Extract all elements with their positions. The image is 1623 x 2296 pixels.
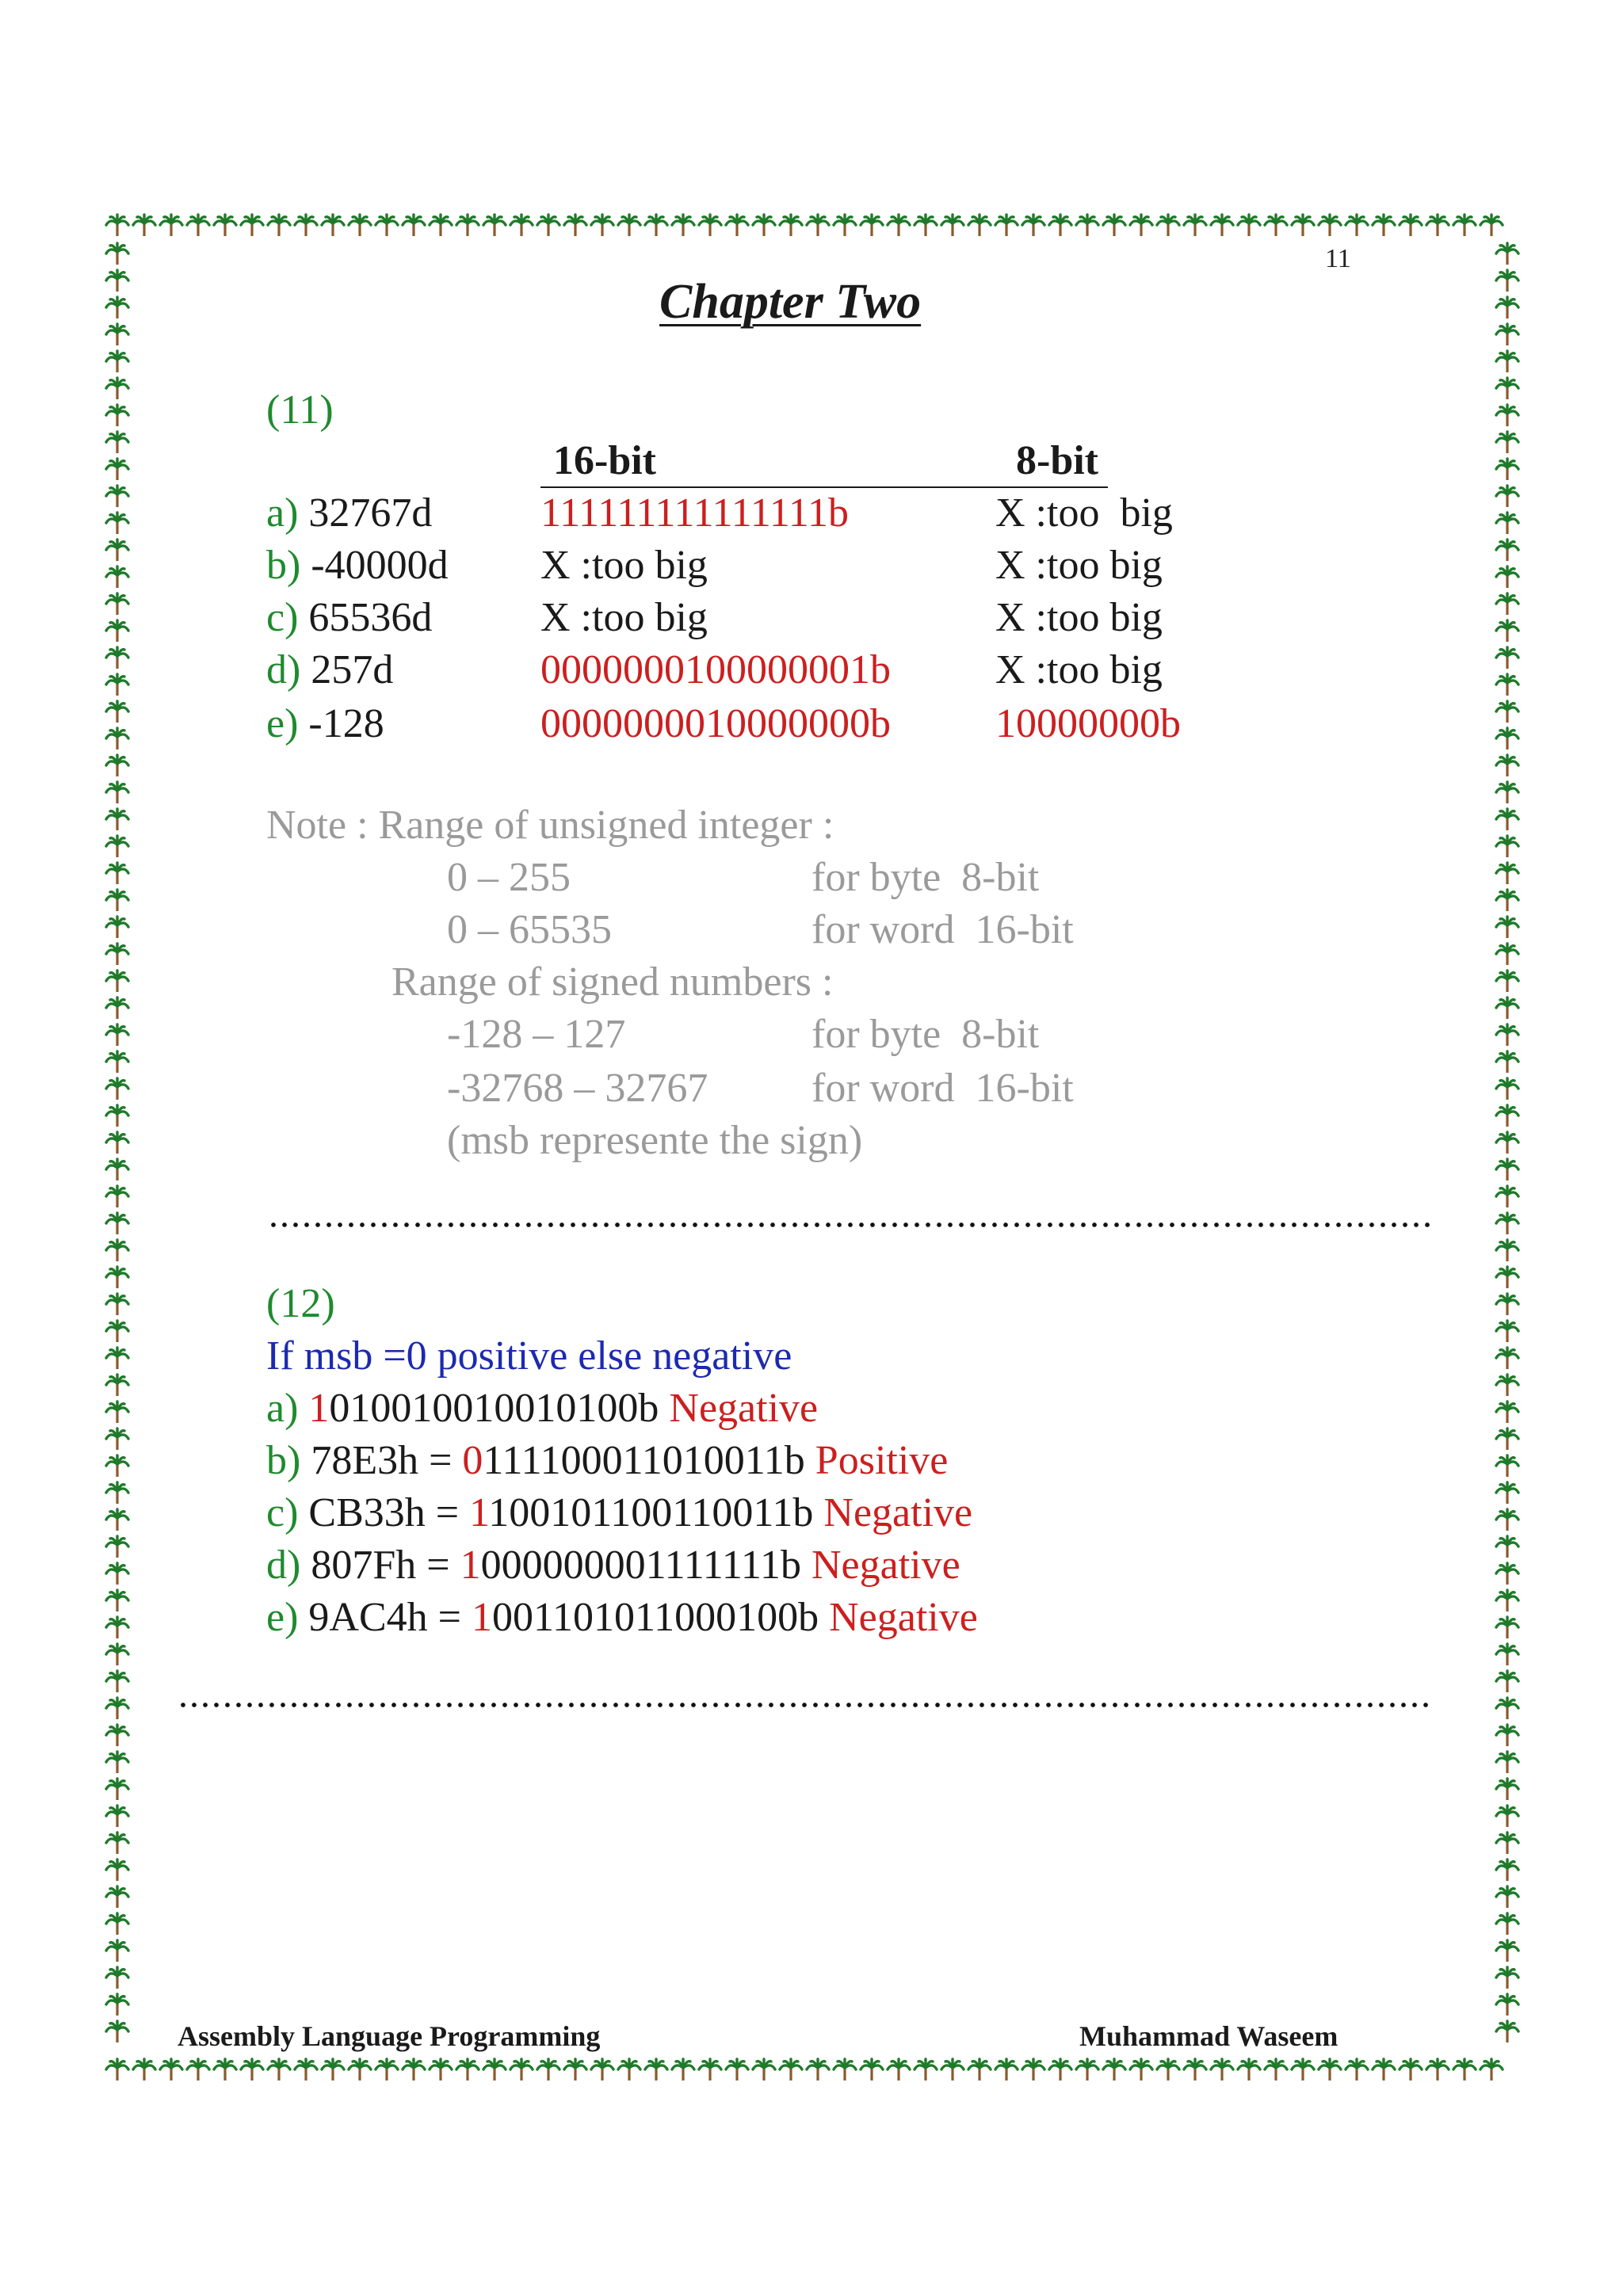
hex-value: CB33h = — [308, 1490, 470, 1535]
row-value: -40000d — [300, 543, 449, 588]
cell-16-bit: X :too big — [540, 543, 708, 588]
row-value: 65536d — [298, 595, 433, 640]
row-item — [266, 490, 433, 536]
cell-16-bit: 0000000100000001b — [540, 647, 891, 692]
sign-row — [266, 1440, 948, 1482]
unsigned-desc: for byte 8-bit — [812, 855, 1040, 900]
sign-row — [266, 1490, 973, 1535]
sign-row — [266, 1597, 978, 1638]
signed-heading: Range of signed numbers : — [391, 959, 834, 1005]
row-tag: d) — [266, 1543, 311, 1588]
hex-value: 78E3h = — [311, 1438, 463, 1483]
section-12-label: (12) — [266, 1281, 335, 1326]
palm-border-right-icon — [1493, 239, 1522, 2055]
page-title: Chapter Two — [659, 275, 922, 329]
msb-digit: 1 — [460, 1543, 481, 1588]
cell-16-bit: X :too big — [540, 595, 708, 640]
row-item — [266, 701, 384, 746]
row-item — [266, 545, 449, 586]
palm-border-bottom-icon — [103, 2055, 1522, 2084]
msb-digit: 1 — [469, 1490, 489, 1535]
signed-range: -32768 – 32767 — [447, 1066, 708, 1111]
palm-border-top-icon — [103, 211, 1522, 239]
row-tag: c) — [266, 1490, 309, 1535]
row-tag: a) — [266, 490, 299, 536]
msb-rule: If msb =0 positive else negative — [266, 1333, 792, 1379]
binary-rest: 000000001111111b — [480, 1543, 801, 1588]
msb-note: (msb represente the sign) — [447, 1118, 863, 1163]
sign-verdict: Negative — [819, 1595, 978, 1640]
footer-course: Assembly Language Programming — [178, 2020, 601, 2052]
page-number: 11 — [1325, 244, 1351, 273]
cell-8-bit: X :too big — [995, 595, 1163, 640]
sign-verdict: Negative — [659, 1386, 819, 1431]
row-tag: d) — [266, 647, 301, 692]
hex-value: 9AC4h = — [308, 1595, 472, 1640]
binary-rest: 100101100110011b — [488, 1490, 814, 1535]
section-11-label: (11) — [266, 387, 334, 433]
signed-desc: for byte 8-bit — [812, 1012, 1040, 1057]
sign-verdict: Positive — [804, 1438, 949, 1483]
row-value: -128 — [298, 701, 384, 746]
row-tag: e) — [266, 701, 299, 746]
row-value: 32767d — [298, 490, 433, 536]
row-tag: b) — [266, 543, 301, 588]
cell-8-bit: 10000000b — [995, 701, 1181, 746]
header-8-bit: 8-bit — [1016, 438, 1098, 483]
header-underline — [540, 486, 1108, 488]
row-item — [266, 647, 394, 692]
cell-8-bit: X :too big — [995, 490, 1173, 536]
row-tag: b) — [266, 1438, 311, 1483]
palm-border-left-icon — [103, 239, 132, 2055]
cell-8-bit: X :too big — [995, 647, 1163, 692]
unsigned-desc: for word 16-bit — [812, 907, 1074, 952]
sign-verdict: Negative — [801, 1543, 960, 1588]
row-tag: c) — [266, 595, 299, 640]
binary-rest: 010010010010100b — [329, 1386, 659, 1431]
sign-row — [266, 1388, 818, 1429]
footer-author: Muhammad Waseem — [1079, 2020, 1338, 2052]
signed-desc: for word 16-bit — [812, 1066, 1074, 1111]
sign-verdict: Negative — [813, 1490, 973, 1535]
msb-digit: 1 — [308, 1386, 330, 1431]
row-item — [266, 597, 432, 639]
header-16-bit: 16-bit — [553, 438, 656, 483]
binary-rest: 111100011010011b — [483, 1438, 805, 1483]
msb-digit: 0 — [462, 1438, 483, 1483]
dotted-separator — [178, 1702, 1431, 1708]
hex-value: 807Fh = — [311, 1543, 460, 1588]
signed-range: -128 – 127 — [447, 1012, 626, 1057]
cell-16-bit: 0000000010000000b — [540, 701, 891, 746]
cell-8-bit: X :too big — [995, 543, 1163, 588]
row-tag: e) — [266, 1595, 309, 1640]
row-value: 257d — [300, 647, 394, 692]
dotted-separator — [268, 1222, 1431, 1228]
unsigned-range: 0 – 65535 — [447, 907, 612, 952]
row-tag: a) — [266, 1386, 309, 1431]
note-heading: Note : Range of unsigned integer : — [266, 803, 834, 848]
unsigned-range: 0 – 255 — [447, 855, 571, 900]
sign-row — [266, 1545, 960, 1586]
binary-rest: 001101011000100b — [491, 1595, 819, 1640]
cell-16-bit: 111111111111111b — [540, 490, 849, 536]
msb-digit: 1 — [471, 1595, 492, 1640]
